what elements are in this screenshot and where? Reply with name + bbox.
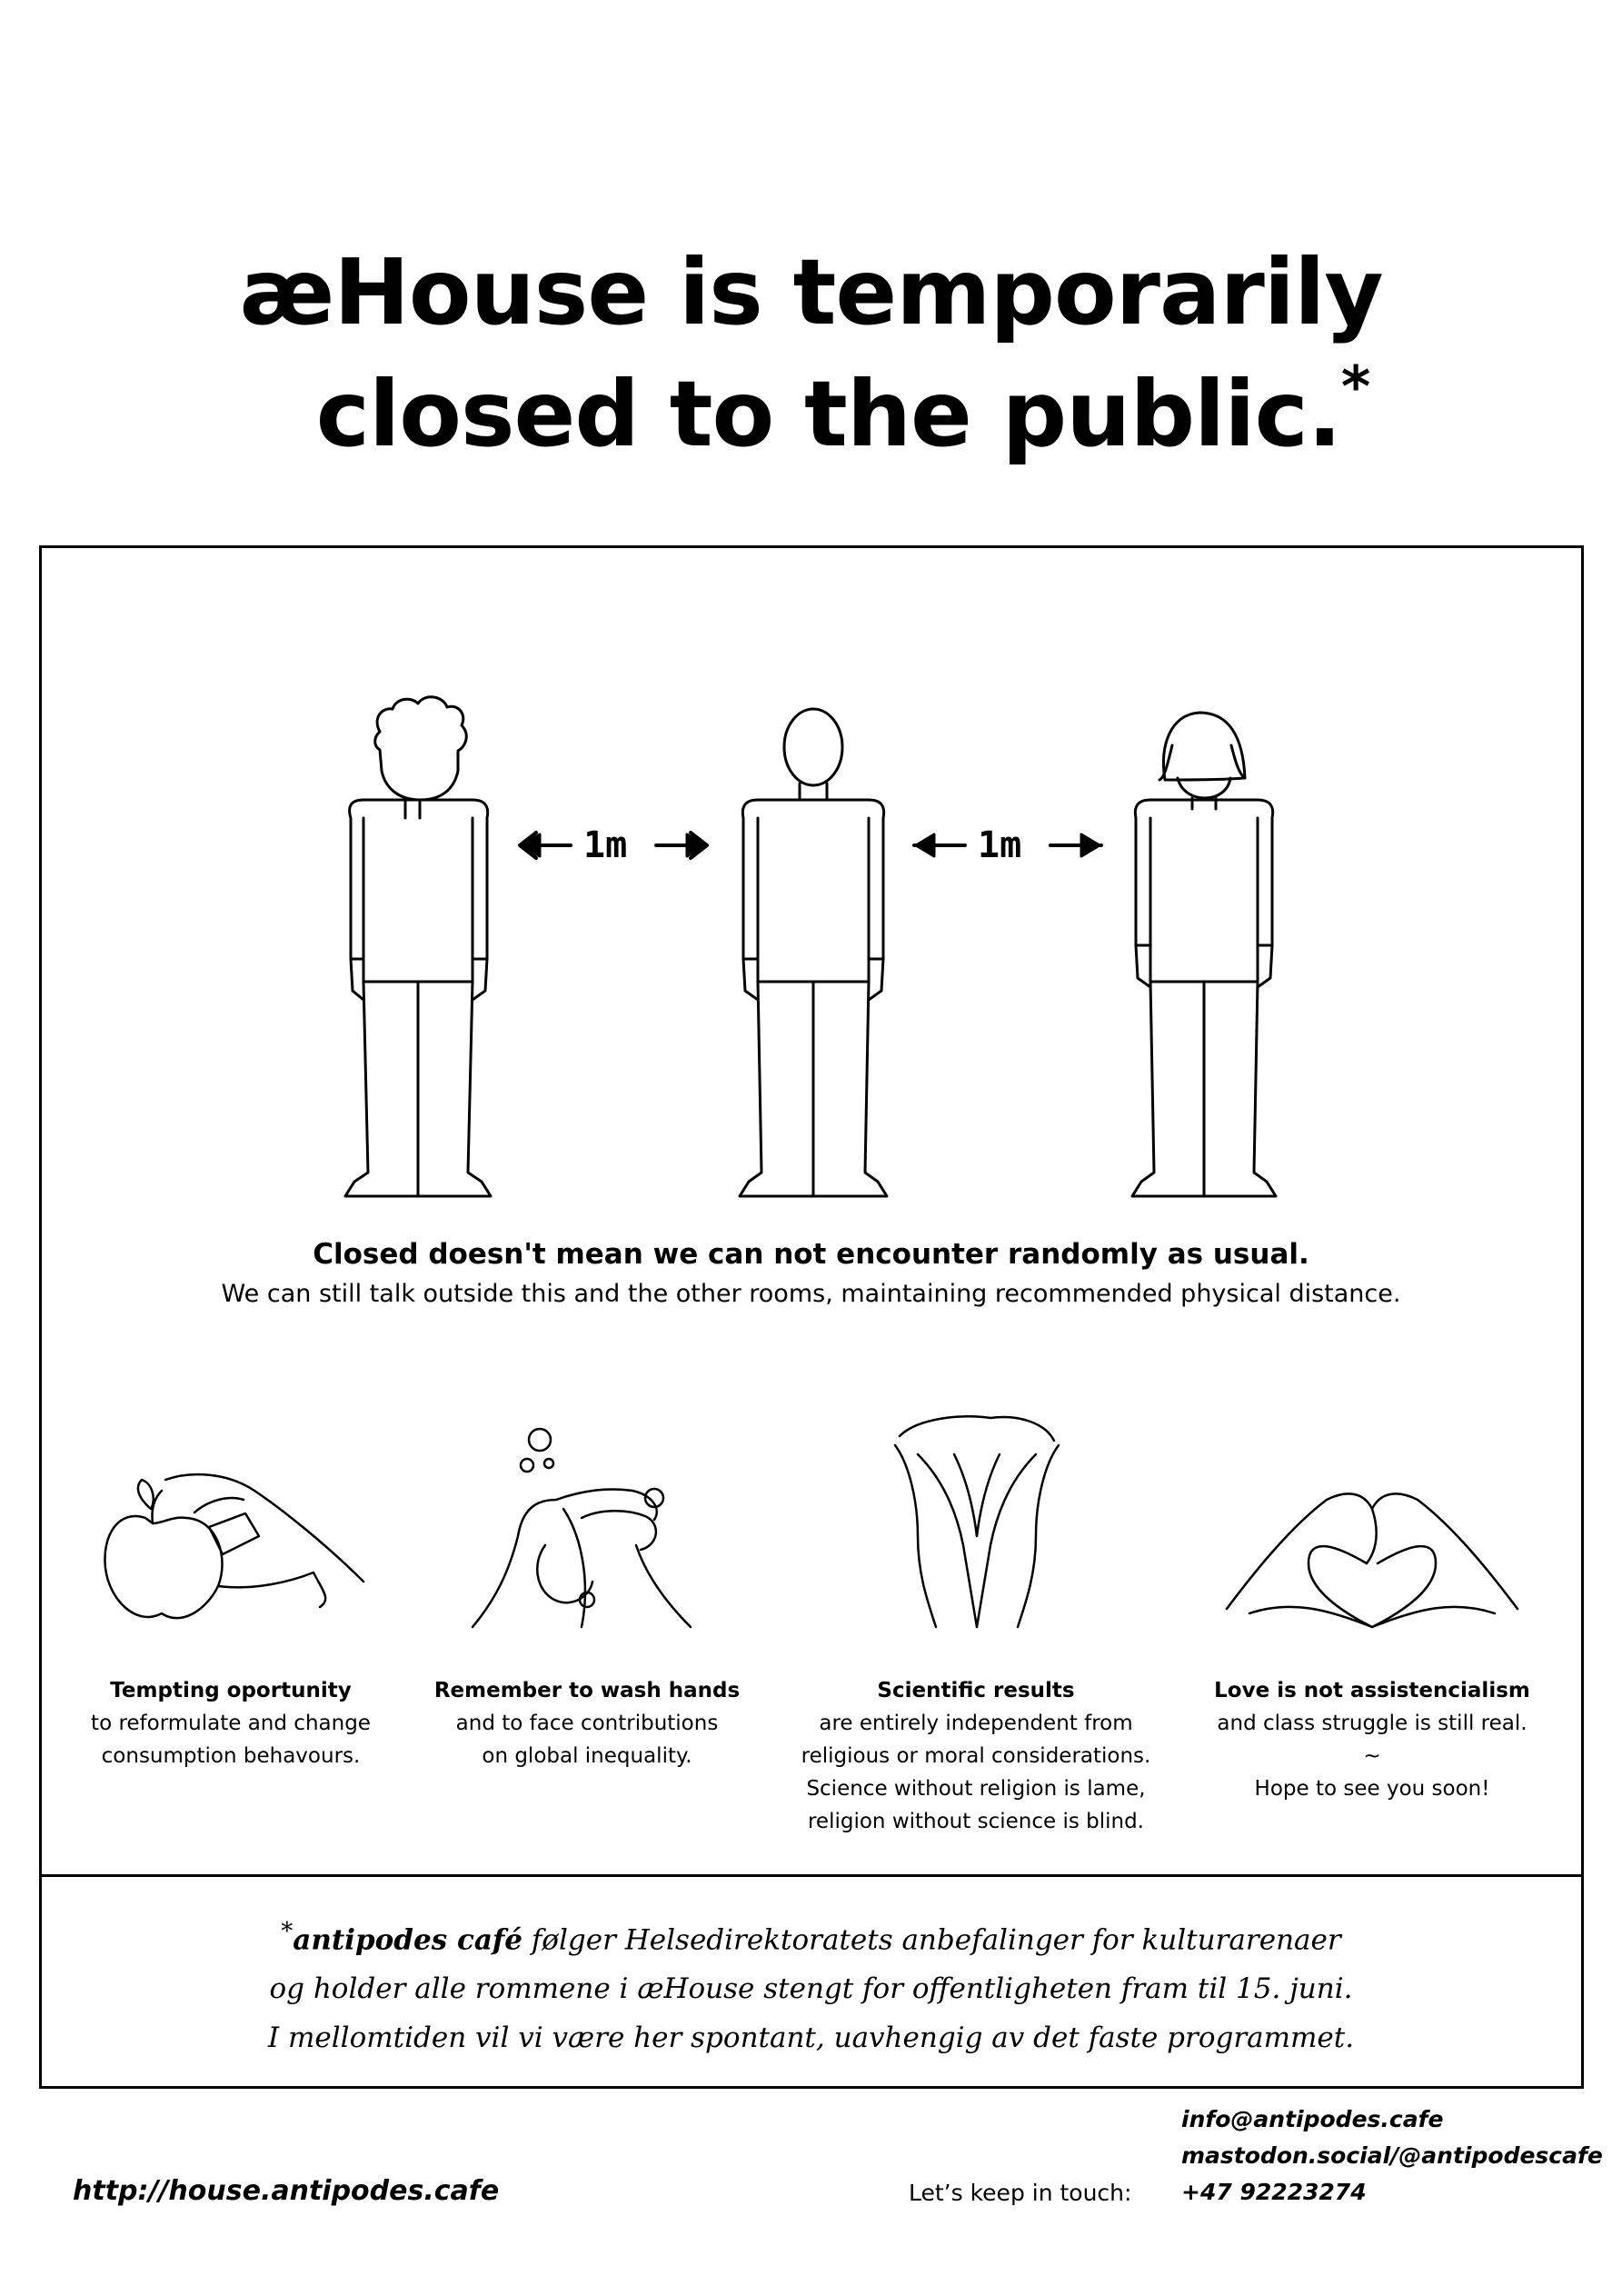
brand-name: antipodes café [293, 1923, 522, 1957]
closed-heading: Closed doesn't mean we can not encounter randomly as usual. [313, 1238, 1309, 1271]
person-curly-hair-icon [345, 697, 491, 1196]
caption-line: consumption behavours. [101, 1744, 361, 1768]
caption-line: and class struggle is still real. [1217, 1712, 1527, 1735]
caption-line: to reformulate and change [91, 1712, 371, 1735]
website-link[interactable]: http://house.antipodes.cafe [73, 2175, 500, 2207]
footnote-line-1-text: følger Helsedirektoratets anbefalinger for kulturarenaer [522, 1923, 1341, 1957]
contact-list [1181, 2101, 1603, 2211]
footnote-line-2: og holder alle rommene i æHouse stengt for offentligheten fram til 15. juni. [269, 1972, 1353, 2006]
footnote [0, 1907, 1622, 2062]
caption-heading: Scientific results [877, 1679, 1075, 1702]
distance-label-left: 1m [583, 824, 628, 866]
caption-line: Science without religion is lame, [806, 1777, 1146, 1801]
caption-line: religious or moral considerations. [801, 1744, 1151, 1768]
cupped-hands-icon [895, 1416, 1059, 1627]
hand-apple-icon [104, 1474, 363, 1618]
email-link[interactable]: info@antipodes.cafe [1181, 2106, 1444, 2132]
caption-line: religion without science is blind. [807, 1810, 1144, 1833]
caption-apple [40, 1674, 422, 1772]
title-line-2-text: closed to the public. [315, 361, 1341, 467]
person-long-hair-icon [1132, 713, 1276, 1196]
keep-in-touch-label: Let’s keep in touch: [909, 2180, 1132, 2206]
closed-subtext: We can still talk outside this and the other rooms, maintaining recommended physical distance. [221, 1280, 1401, 1308]
footnote-line-1 [0, 1907, 1622, 1964]
caption-heading: Tempting oportunity [110, 1679, 352, 1702]
caption-science [785, 1674, 1167, 1838]
mastodon-link[interactable]: mastodon.social/@antipodescafe [1181, 2142, 1603, 2169]
footnote-asterisk: * [281, 1918, 294, 1945]
caption-heading: Love is not assistencialism [1214, 1679, 1530, 1702]
caption-heading: Remember to wash hands [433, 1679, 741, 1702]
caption-line: on global inequality. [482, 1744, 692, 1768]
caption-line: Hope to see you soon! [1254, 1777, 1490, 1801]
caption-line: ~ [1363, 1744, 1381, 1768]
caption-line: are entirely independent from [819, 1712, 1133, 1735]
heart-hands-icon [1227, 1493, 1518, 1627]
title-asterisk: * [1340, 354, 1370, 420]
washing-hands-icon [473, 1429, 691, 1627]
caption-love [1181, 1674, 1563, 1805]
footnote-line-3: I mellomtiden vil vi være her spontant, uavhengig av det faste programmet. [267, 2021, 1355, 2055]
person-bald-icon [740, 709, 887, 1196]
caption-wash [396, 1674, 778, 1772]
title-line-1: æHouse is temporarily [239, 239, 1383, 345]
distance-label-right: 1m [978, 824, 1022, 866]
phone-number: +47 92223274 [1181, 2179, 1367, 2205]
caption-line: and to face contributions [455, 1712, 719, 1735]
